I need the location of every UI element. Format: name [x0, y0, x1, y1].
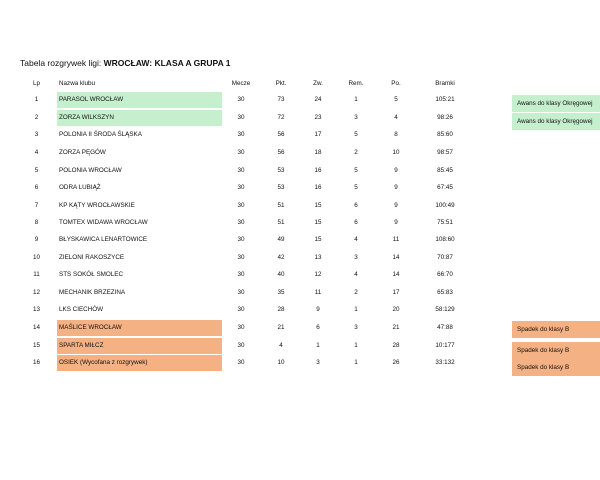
row-po: 11 — [392, 236, 400, 243]
row-pkt: 56 — [277, 131, 285, 138]
row-po: 4 — [394, 114, 398, 121]
row-rem: 5 — [354, 167, 358, 174]
club-name: BŁYSKAWICA LENARTOWICE — [59, 236, 148, 243]
row-po: 26 — [392, 359, 400, 366]
row-po: 14 — [392, 254, 400, 261]
row-pkt: 56 — [277, 149, 285, 156]
row-pkt: 51 — [277, 202, 285, 209]
row-po: 20 — [392, 306, 400, 313]
row-lp: 10 — [32, 254, 40, 261]
row-bramki: 98:57 — [437, 149, 453, 156]
row-lp: 1 — [34, 96, 39, 103]
club-name: ZORZA WILKSZYN — [57, 110, 222, 126]
table-row — [0, 198, 600, 214]
row-rem: 2 — [354, 289, 358, 296]
row-pkt: 35 — [277, 289, 285, 296]
note-relegation: Spadek do klasy B — [512, 321, 600, 338]
club-name: MAŚLICE WROCŁAW — [57, 320, 222, 336]
row-po: 9 — [394, 167, 398, 174]
col-pkt: Pkt. — [275, 80, 287, 87]
table-row — [0, 338, 600, 354]
row-pkt: 73 — [277, 96, 285, 103]
row-bramki: 108:60 — [435, 236, 455, 243]
row-bramki: 98:26 — [437, 114, 453, 121]
row-po: 9 — [394, 219, 398, 226]
row-bramki: 67:45 — [437, 184, 453, 191]
row-mecze: 30 — [237, 306, 245, 313]
row-rem: 6 — [354, 202, 358, 209]
row-rem: 5 — [354, 131, 358, 138]
table-row — [0, 92, 600, 108]
row-lp: 3 — [34, 131, 39, 138]
row-mecze: 30 — [237, 289, 245, 296]
row-zw: 16 — [314, 184, 322, 191]
row-mecze: 30 — [237, 96, 245, 103]
row-lp: 16 — [32, 359, 40, 366]
row-zw: 9 — [316, 306, 320, 313]
row-mecze: 30 — [237, 219, 245, 226]
row-bramki: 85:45 — [437, 167, 453, 174]
row-mecze: 30 — [237, 114, 245, 121]
row-lp: 8 — [34, 219, 39, 226]
row-zw: 11 — [314, 289, 322, 296]
row-lp: 15 — [32, 342, 40, 349]
row-lp: 5 — [34, 167, 39, 174]
row-mecze: 30 — [237, 184, 245, 191]
table-row — [0, 250, 600, 266]
row-bramki: 100:49 — [435, 202, 455, 209]
row-lp: 7 — [34, 202, 39, 209]
club-name: STS SOKÓŁ SMOLEC — [59, 271, 124, 278]
row-mecze: 30 — [237, 359, 245, 366]
row-rem: 1 — [354, 359, 358, 366]
row-pkt: 51 — [277, 219, 285, 226]
table-row — [0, 163, 600, 179]
row-pkt: 4 — [279, 342, 283, 349]
row-bramki: 66:70 — [437, 271, 453, 278]
row-po: 28 — [392, 342, 400, 349]
row-rem: 1 — [354, 342, 358, 349]
note-relegation: Spadek do klasy B — [512, 359, 600, 376]
row-lp: 11 — [33, 271, 40, 278]
row-bramki: 47:88 — [437, 324, 453, 331]
row-mecze: 30 — [237, 236, 245, 243]
row-rem: 1 — [354, 96, 358, 103]
row-mecze: 30 — [237, 149, 245, 156]
table-row — [0, 285, 600, 301]
row-zw: 12 — [314, 271, 322, 278]
row-zw: 17 — [314, 131, 322, 138]
col-po: Po. — [391, 80, 401, 87]
table-row — [0, 302, 600, 318]
table-row — [0, 355, 600, 371]
row-mecze: 30 — [237, 131, 245, 138]
row-pkt: 53 — [277, 167, 285, 174]
row-pkt: 10 — [277, 359, 285, 366]
row-mecze: 30 — [237, 202, 245, 209]
col-rem: Rem. — [348, 80, 364, 87]
row-zw: 16 — [314, 167, 322, 174]
row-lp: 6 — [34, 184, 39, 191]
table-row — [0, 110, 600, 126]
row-rem: 1 — [354, 306, 358, 313]
table-row — [0, 320, 600, 336]
row-bramki: 105:21 — [435, 96, 455, 103]
row-zw: 6 — [316, 324, 320, 331]
row-zw: 15 — [314, 202, 322, 209]
row-mecze: 30 — [237, 167, 245, 174]
table-row — [0, 145, 600, 161]
club-name: PARASOL WROCŁAW — [57, 92, 222, 108]
row-rem: 2 — [354, 149, 358, 156]
note-relegation: Spadek do klasy B — [512, 342, 600, 359]
club-name: ZORZA PĘGÓW — [59, 149, 106, 156]
row-rem: 4 — [354, 236, 358, 243]
row-mecze: 30 — [237, 342, 245, 349]
club-name: LKS CIECHÓW — [59, 306, 104, 313]
row-pkt: 72 — [277, 114, 285, 121]
row-rem: 3 — [354, 324, 358, 331]
row-po: 17 — [392, 289, 400, 296]
table-row — [0, 267, 600, 283]
row-zw: 15 — [314, 219, 322, 226]
club-name: ZIELONI RAKOSZYCE — [59, 254, 125, 261]
row-po: 14 — [392, 271, 400, 278]
row-po: 9 — [394, 184, 398, 191]
row-bramki: 33:132 — [435, 359, 455, 366]
row-po: 5 — [394, 96, 398, 103]
row-zw: 23 — [314, 114, 322, 121]
table-row — [0, 215, 600, 231]
row-pkt: 28 — [277, 306, 285, 313]
table-row — [0, 127, 600, 143]
row-lp: 13 — [32, 306, 40, 313]
row-rem: 5 — [354, 184, 358, 191]
club-name: OSIEK (Wycofana z rozgrywek) — [57, 355, 222, 371]
club-name: ODRA LUBIĄŻ — [59, 184, 101, 191]
col-zw: Zw. — [313, 80, 323, 87]
row-zw: 18 — [314, 149, 322, 156]
row-po: 9 — [394, 202, 398, 209]
club-name: POLONIA II ŚRODA ŚLĄSKA — [59, 131, 142, 138]
club-name: MECHANIK BRZEZINA — [59, 289, 126, 296]
row-po: 8 — [394, 131, 398, 138]
row-lp: 9 — [34, 236, 39, 243]
club-name: SPARTA MIŁCZ — [57, 338, 222, 354]
row-bramki: 65:83 — [437, 289, 453, 296]
row-lp: 2 — [34, 114, 39, 121]
col-bramki: Bramki — [435, 80, 455, 87]
row-zw: 1 — [316, 342, 320, 349]
row-mecze: 30 — [237, 271, 245, 278]
club-name: TOMTEX WIDAWA WROCŁAW — [59, 219, 148, 226]
note-promotion: Awans do klasy Okręgowej — [512, 95, 600, 112]
row-rem: 3 — [354, 114, 358, 121]
row-mecze: 30 — [237, 254, 245, 261]
row-lp: 4 — [34, 149, 39, 156]
row-pkt: 42 — [277, 254, 285, 261]
row-pkt: 53 — [277, 184, 285, 191]
row-pkt: 40 — [277, 271, 285, 278]
table-header — [0, 76, 600, 92]
row-rem: 3 — [354, 254, 358, 261]
title-prefix: Tabela rozgrywek ligi: — [20, 58, 102, 68]
row-bramki: 70:87 — [437, 254, 453, 261]
col-name: Nazwa klubu — [59, 80, 96, 87]
row-zw: 13 — [314, 254, 322, 261]
row-po: 21 — [392, 324, 400, 331]
row-zw: 3 — [316, 359, 320, 366]
row-bramki: 10:177 — [435, 342, 455, 349]
row-pkt: 49 — [277, 236, 285, 243]
table-row — [0, 180, 600, 196]
row-mecze: 30 — [237, 324, 245, 331]
row-zw: 24 — [314, 96, 322, 103]
table-row — [0, 232, 600, 248]
note-promotion: Awans do klasy Okręgowej — [512, 113, 600, 130]
league-name: WROCŁAW: KLASA A GRUPA 1 — [103, 58, 231, 68]
col-mecze: Mecze — [231, 80, 251, 87]
row-bramki: 58:129 — [435, 306, 455, 313]
club-name: KP KĄTY WROCŁAWSKIE — [59, 202, 135, 209]
row-po: 10 — [392, 149, 400, 156]
table-title — [20, 58, 231, 68]
row-pkt: 21 — [277, 324, 285, 331]
row-zw: 15 — [314, 236, 322, 243]
row-bramki: 75:51 — [437, 219, 453, 226]
club-name: POLONIA WROCŁAW — [59, 167, 122, 174]
col-lp: Lp — [32, 80, 40, 87]
row-lp: 14 — [32, 324, 40, 331]
row-rem: 4 — [354, 271, 358, 278]
row-rem: 6 — [354, 219, 358, 226]
row-lp: 12 — [32, 289, 40, 296]
row-bramki: 85:60 — [437, 131, 453, 138]
